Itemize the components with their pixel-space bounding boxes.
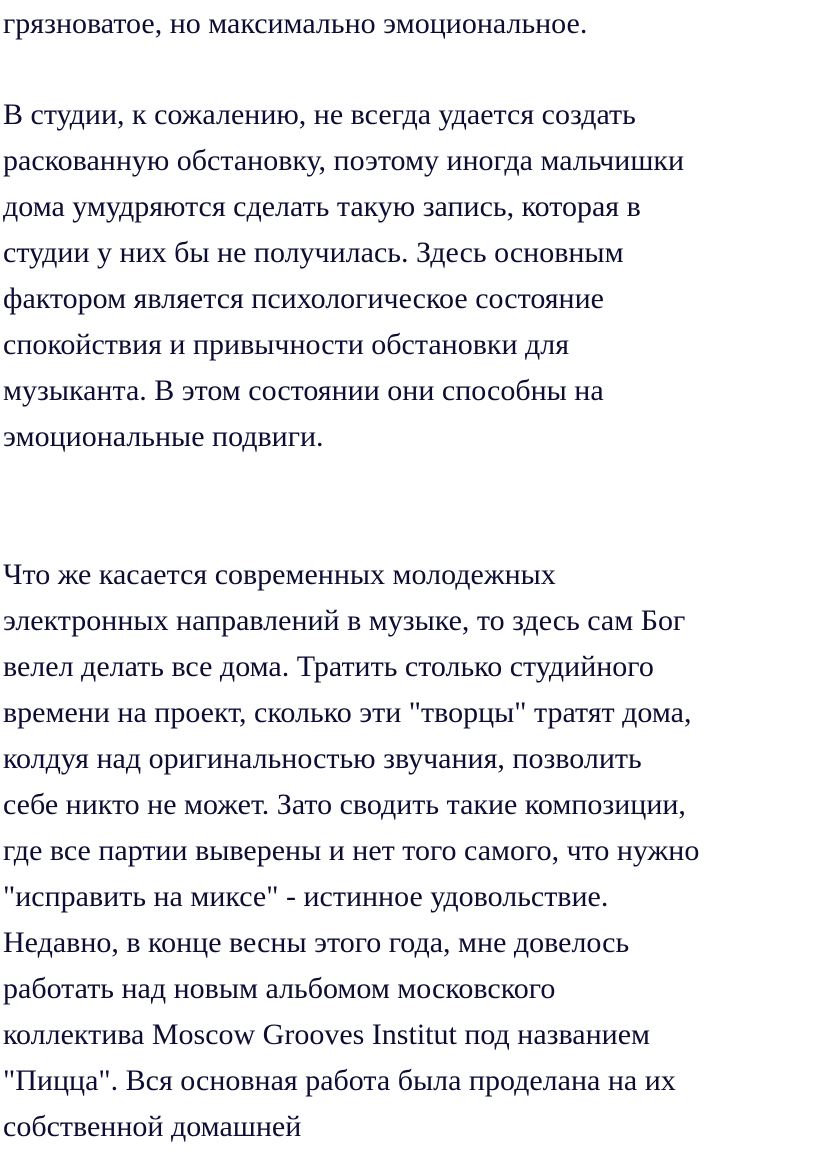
- text-line: студии у них бы не получилась. Здесь основным: [3, 236, 624, 269]
- text-line: времени на проект, сколько эти "творцы" тратят дома,: [3, 696, 692, 729]
- text-line: коллектива Moscow Grooves Institut под названием: [3, 1018, 650, 1051]
- text-line: собственной домашней: [3, 1110, 302, 1143]
- text-line: фактором является психологическое состояние: [3, 282, 604, 315]
- text-line: работать над новым альбомом московского: [3, 972, 556, 1005]
- text-line: где все партии выверены и нет того самого, что нужно: [3, 834, 700, 867]
- text-line: спокойствия и привычности обстановки для: [3, 328, 570, 361]
- text-line: В студии, к сожалению, не всегда удается создать: [3, 98, 636, 131]
- text-line: эмоциональные подвиги.: [3, 420, 324, 453]
- text-line: музыканта. В этом состоянии они способны на: [3, 374, 604, 407]
- text-line: колдуя над оригинальностью звучания, позволить: [3, 742, 642, 775]
- text-line: "Пицца". Вся основная работа была проделана на их: [3, 1064, 676, 1097]
- text-line: дома умудряются сделать такую запись, которая в: [3, 190, 641, 223]
- text-line: Недавно, в конце весны этого года, мне довелось: [3, 926, 630, 959]
- text-line: раскованную обстановку, поэтому иногда мальчишки: [3, 144, 685, 177]
- text-line: "исправить на миксе" - истинное удовольствие.: [3, 880, 609, 913]
- text-line: Что же касается современных молодежных: [3, 558, 556, 591]
- text-line: себе никто не может. Зато сводить такие композиции,: [3, 788, 686, 821]
- text-line: грязноватое, но максимально эмоциональное.: [3, 7, 588, 40]
- text-line: электронных направлений в музыке, то здесь сам Бог: [3, 604, 686, 637]
- text-line: велел делать все дома. Тратить столько студийного: [3, 650, 654, 683]
